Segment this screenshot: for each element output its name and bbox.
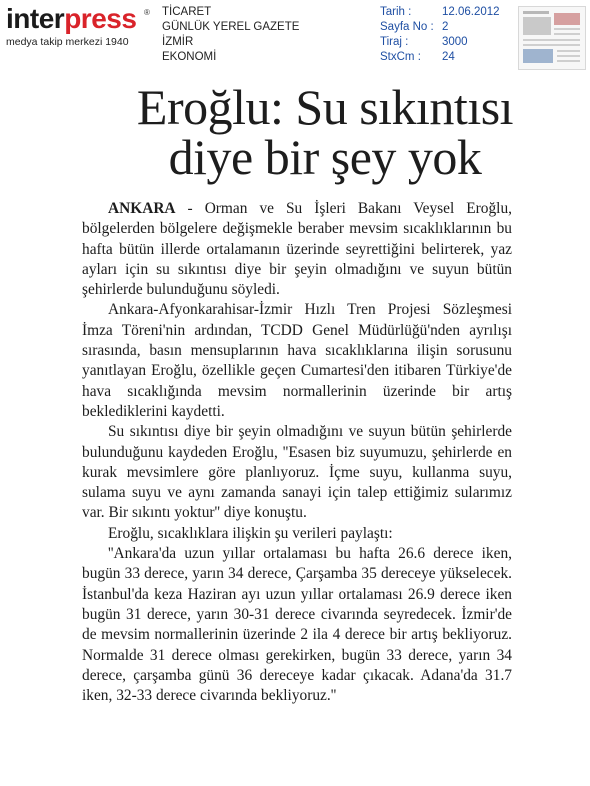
publication-info — [162, 5, 299, 65]
stxcm-row: StxCm : 24 — [380, 51, 455, 63]
article-body — [82, 199, 512, 706]
interpress-logo — [6, 4, 152, 48]
publication-sector: TİCARET — [162, 6, 212, 18]
headline-line-1: Eroğlu: Su sıkıntısı — [136, 79, 514, 135]
paragraph-1: ANKARA - Orman ve Su İşleri Bakanı Veysel Eroğlu, bölgelerden bölgelere değişmekle beraber mevsim sıcaklıklarının bu hafta bütün illerde ortalamanın üzerinde seyrettiğini belirterek, yaz ayları için su sıkıntısı diye bir şeyin olmadığını ve suyun bütün şehirlerde bulunduğunu söyledi. — [82, 200, 512, 299]
circulation-row: Tiraj : 3000 — [380, 36, 468, 48]
registered-mark: ® — [144, 8, 150, 17]
paragraph-3: Su sıkıntısı diye bir şeyin olmadığını ve suyun bütün şehirlerde bulunduğunu kaydeden Eroğlu, ''Esasen biz suyumuzu, şehirlerde en kurak mevsimlere göre planlıyoruz. İçme suyu, kullanma suyu, sulama suyu ve aynı zamanda sanayi için talep ettiğimiz sularımız var. Bir sıkıntı yoktur'' diye konuştu. — [82, 423, 512, 522]
publication-city: İZMİR — [162, 36, 194, 48]
logo-wordmark: interpress — [6, 3, 137, 34]
date-row: Tarih : 12.06.2012 — [380, 6, 500, 18]
dateline: ANKARA — [108, 200, 176, 217]
headline-line-2: diye bir şey yok — [168, 129, 482, 185]
paragraph-4: Eroğlu, sıcaklıklara ilişkin şu verileri paylaştı: — [108, 524, 393, 542]
paragraph-2: Ankara-Afyonkarahisar-İzmir Hızlı Tren Projesi Sözleşmesi İmza Töreni'nin ardından, TCDD Genel Müdürlüğü'nden ayrılışı sırasında, basın mensuplarının hava sıcaklıklarına ilişin sorusunu yanıtlayan Eroğlu, özellikle geçen Cumartesi'den itibaren Türkiye'de hava sıcaklığında mevsim normallerinin üzerinde bir artış beklediklerini kaydetti. — [82, 301, 512, 420]
page-row: Sayfa No : 2 — [380, 21, 449, 33]
clipping-details — [380, 5, 500, 65]
publication-section: EKONOMİ — [162, 51, 217, 63]
page-thumbnail[interactable] — [518, 6, 586, 70]
publication-type: GÜNLÜK YEREL GAZETE — [162, 21, 300, 33]
article-headline — [64, 79, 586, 185]
logo-tagline: medya takip merkezi 1940 — [6, 36, 129, 48]
paragraph-5: ''Ankara'da uzun yıllar ortalaması bu hafta 26.6 derece iken, bugün 33 derece, yarın 34 derece, Çarşamba 35 dereceye yükselecek. İstanbul'da keza Haziran ayı uzun yıllar ortalaması 26.9 derece iken bugün 31 derece, yarın 30-31 derece civarında seyredecek. İzmir'de de mevsim normallerinin üzerinde 2 ila 4 derece bir artış bekliyoruz. Normalde 31 derece olması gerekirken, bugün 33 derece, yarın 34 derece, çarşamba günü 36 dereceye kadar çıkacak. Adana'da 31.7 iken, 32-33 derece civarında bekliyoruz.'' — [82, 545, 512, 705]
